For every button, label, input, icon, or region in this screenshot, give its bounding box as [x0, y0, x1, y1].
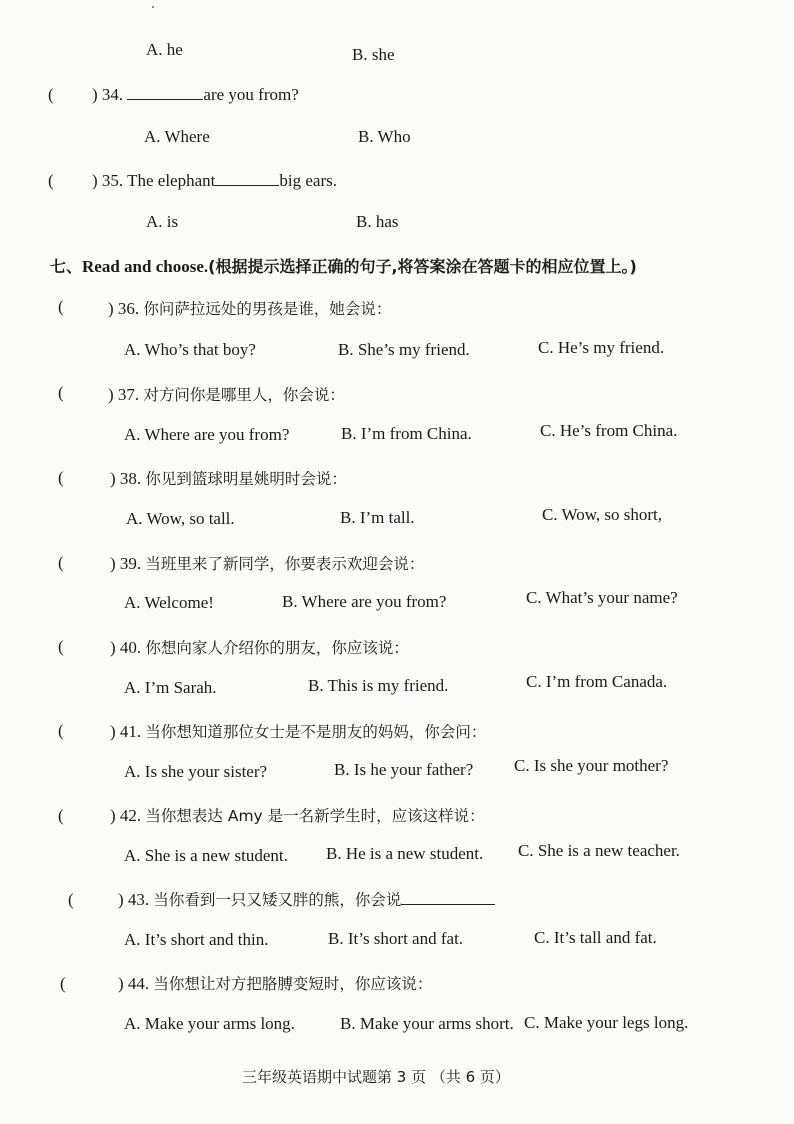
q35-blank — [215, 171, 279, 186]
q40-number: ) 40. — [110, 638, 142, 657]
q40-line — [110, 636, 409, 658]
q38-prompt: 你见到篮球明星姚明时会说： — [145, 470, 347, 488]
q36-paren: ( — [58, 297, 64, 316]
q39-option-b: B. Where are you from? — [282, 592, 447, 611]
q44-line — [118, 972, 432, 994]
section-7-number: 七、 — [50, 257, 83, 276]
q43-number: ) 43. — [118, 890, 150, 909]
q42-number: ) 42. — [110, 806, 142, 825]
q42-line — [110, 804, 485, 826]
q41-option-b: B. Is he your father? — [334, 760, 474, 779]
q40-option-a: A. I’m Sarah. — [124, 678, 217, 697]
q34-option-b: B. Who — [358, 127, 411, 146]
q41-paren: ( — [58, 721, 64, 740]
q42-option-b: B. He is a new student. — [326, 844, 484, 863]
q34-stem: are you from? — [203, 85, 299, 104]
q41-number: ) 41. — [110, 722, 142, 741]
q37-option-b: B. I’m from China. — [341, 424, 472, 443]
q36-line — [108, 297, 391, 319]
q33-option-b: B. she — [352, 45, 395, 64]
q39-option-c: C. What’s your name? — [526, 588, 678, 607]
q42-option-c: C. She is a new teacher. — [518, 841, 680, 860]
q44-number: ) 44. — [118, 974, 150, 993]
q35-line — [92, 171, 337, 191]
q44-option-b: B. Make your arms short. — [340, 1014, 514, 1033]
q39-line — [110, 552, 424, 574]
q37-option-c: C. He’s from China. — [540, 421, 678, 440]
q42-paren: ( — [58, 806, 64, 825]
q34-number: ) 34. — [92, 85, 124, 104]
q44-option-c: C. Make your legs long. — [524, 1013, 689, 1032]
q44-prompt: 当你想让对方把胳膊变短时，你应该说： — [153, 975, 433, 993]
q34-paren: ( — [48, 85, 54, 104]
q39-paren: ( — [58, 553, 64, 572]
q41-option-a: A. Is she your sister? — [124, 762, 268, 781]
q38-line — [110, 467, 347, 489]
q35-number: ) 35. The elephant — [92, 171, 216, 190]
q36-prompt: 你问萨拉远处的男孩是谁，她会说： — [143, 300, 392, 318]
q43-option-a: A. It’s short and thin. — [124, 930, 269, 949]
q38-number: ) 38. — [110, 469, 142, 488]
q42-prompt: 当你想表达 Amy 是一名新学生时，应该这样说： — [145, 807, 485, 825]
q39-option-a: A. Welcome! — [124, 593, 214, 612]
q44-paren: ( — [60, 974, 66, 993]
q39-prompt: 当班里来了新同学，你要表示欢迎会说： — [145, 555, 425, 573]
q36-option-a: A. Who’s that boy? — [124, 340, 256, 359]
q38-option-b: B. I’m tall. — [340, 508, 415, 527]
q33-option-a: A. he — [146, 40, 183, 59]
q37-paren: ( — [58, 383, 64, 402]
q43-prompt: 当你看到一只又矮又胖的熊，你会说 — [153, 891, 402, 909]
q40-prompt: 你想向家人介绍你的朋友，你应该说： — [145, 639, 409, 657]
q40-option-c: C. I’m from Canada. — [526, 672, 668, 691]
q36-number: ) 36. — [108, 299, 140, 318]
q36-option-c: C. He’s my friend. — [538, 338, 665, 357]
q43-paren: ( — [68, 890, 74, 909]
q35-option-b: B. has — [356, 212, 399, 231]
q37-prompt: 对方问你是哪里人，你会说： — [143, 386, 345, 404]
q43-line — [118, 888, 495, 910]
q36-option-b: B. She’s my friend. — [338, 340, 470, 359]
q41-option-c: C. Is she your mother? — [514, 756, 669, 775]
q38-paren: ( — [58, 468, 64, 487]
q34-option-a: A. Where — [144, 127, 210, 146]
page-footer: 三年级英语期中试题第 3 页 （共 6 页） — [242, 1068, 510, 1086]
section-7-title — [50, 254, 637, 277]
q41-line — [110, 720, 486, 742]
section-7-title-zh: (根据提示选择正确的句子,将答案涂在答题卡的相应位置上。) — [208, 257, 637, 276]
q43-option-b: B. It’s short and fat. — [328, 929, 464, 948]
q43-option-c: C. It’s tall and fat. — [534, 928, 657, 947]
section-7-title-en: Read and choose. — [82, 257, 209, 276]
q40-paren: ( — [58, 637, 64, 656]
q39-number: ) 39. — [110, 554, 142, 573]
q35-option-a: A. is — [146, 212, 179, 231]
q35-paren: ( — [48, 171, 54, 190]
q43-blank — [401, 890, 495, 905]
q37-option-a: A. Where are you from? — [124, 425, 290, 444]
q37-line — [108, 383, 345, 405]
q34-blank — [127, 85, 203, 100]
q41-prompt: 当你想知道那位女士是不是朋友的妈妈，你会问： — [145, 723, 487, 741]
q34-line — [92, 85, 299, 105]
q42-option-a: A. She is a new student. — [124, 846, 288, 865]
q40-option-b: B. This is my friend. — [308, 676, 449, 695]
q44-option-a: A. Make your arms long. — [124, 1014, 295, 1033]
q38-option-c: C. Wow, so short, — [542, 505, 663, 524]
q37-number: ) 37. — [108, 385, 140, 404]
q35-stem: big ears. — [279, 171, 337, 190]
q38-option-a: A. Wow, so tall. — [126, 509, 235, 528]
